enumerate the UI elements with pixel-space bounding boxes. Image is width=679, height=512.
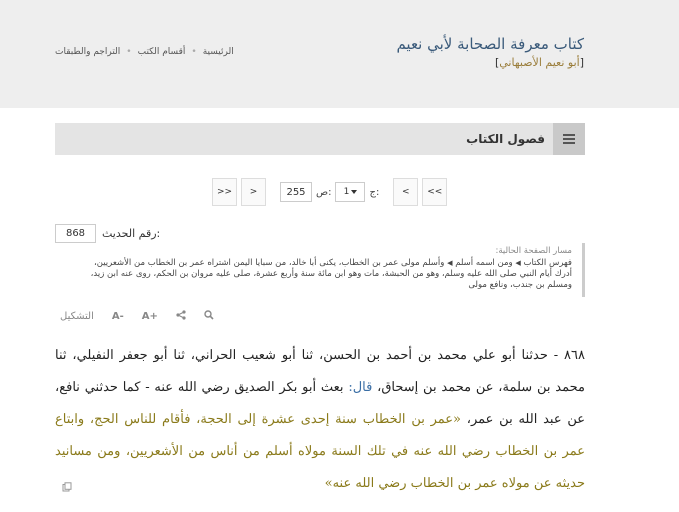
hadith-isnad: ٨٦٨ - حدثنا أبو علي محمد بن أحمد بن الحسن، ثنا أبو شعيب الحراني، ثنا أبو جعفر النفيلي، ثنا محمد بن سلمة، عن محمد بن إسحاق، xyxy=(55,348,585,395)
path-crumb-current[interactable]: وأسلم مولى عمر بن الخطاب، يكنى أبا خالد، من سبايا اليمن اشتراه عمر بن الخطاب من الأشعريين، أدرك أيام النبي صلى الله عليه وسلم، وهو من الحبشة، مات وهو ابن مائة سنة وأربع عشرة، صلى عليه مروان بن الحكم، روى عنه ابن زيد، ومسلم بن جندب، ونافع مولى xyxy=(90,258,572,290)
chapters-menu-button[interactable] xyxy=(553,123,585,155)
hamburger-icon xyxy=(563,134,575,144)
font-increase-button[interactable]: A+ xyxy=(141,311,158,322)
hadith-isnad-continued: بعث أبو بكر الصديق رضي الله عنه - كما حدثني نافع، عن عبد الله بن عمر، xyxy=(55,380,585,427)
current-path-title: مسار الصفحة الحالية: xyxy=(495,246,572,256)
share-icon[interactable] xyxy=(176,310,186,323)
last-page-button[interactable]: >> xyxy=(212,178,237,206)
chapters-label: فصول الكتاب xyxy=(466,132,545,146)
book-title[interactable]: كتاب معرفة الصحابة لأبي نعيم xyxy=(396,35,584,53)
page-number-input[interactable]: 255 xyxy=(280,182,312,202)
first-page-button[interactable]: << xyxy=(422,178,447,206)
current-path xyxy=(75,243,585,297)
hadith-text xyxy=(55,340,585,500)
hadith-number-group xyxy=(55,224,160,243)
page-header xyxy=(0,0,679,108)
copy-icon[interactable] xyxy=(62,477,72,487)
hadith-matn: «عمر بن الخطاب سنة إحدى عشرة إلى الحجة، فأقام للناس الحج، وابتاع عمر بن الخطاب رضي الله عنه في تلك السنة مولاه أسلم من أناس من الأشعريين، ومن مسانيد حديثه عن مولاه عمر بن الخطاب رضي الله عنه» xyxy=(55,412,585,491)
volume-label: ج: xyxy=(369,186,380,198)
breadcrumb-separator: • xyxy=(126,47,132,57)
current-path-text xyxy=(75,258,572,291)
breadcrumb-home[interactable]: الرئيسية xyxy=(202,47,234,57)
hadith-number-input[interactable]: 868 xyxy=(55,224,96,243)
chevron-left-icon: ◀ xyxy=(515,259,521,267)
path-crumb-aslam[interactable]: ومن اسمه أسلم xyxy=(455,258,513,268)
tashkeel-toggle[interactable]: التشكيل xyxy=(60,311,94,322)
path-crumb-index[interactable]: فهرس الكتاب xyxy=(523,258,572,268)
page-label: ص: xyxy=(316,186,332,198)
reading-toolbar xyxy=(60,310,214,323)
prev-page-button[interactable]: < xyxy=(393,178,418,206)
author-name[interactable]: أبو نعيم الأصبهاني xyxy=(499,56,580,69)
next-page-button[interactable]: > xyxy=(241,178,266,206)
book-author[interactable]: [أبو نعيم الأصبهاني] xyxy=(494,56,584,69)
volume-value: 1 xyxy=(343,187,350,197)
chevron-down-icon xyxy=(351,190,357,194)
chapters-bar[interactable] xyxy=(55,123,585,155)
search-icon[interactable] xyxy=(204,310,214,323)
volume-select[interactable] xyxy=(335,182,365,202)
hadith-number-label: رقم الحديث: xyxy=(102,227,161,240)
breadcrumb-separator: • xyxy=(191,47,197,57)
breadcrumb-sections[interactable]: أقسام الكتب xyxy=(137,47,186,57)
font-decrease-button[interactable]: A- xyxy=(111,311,124,322)
breadcrumb xyxy=(55,47,234,57)
pagination xyxy=(212,178,451,206)
hadith-qala: قال: xyxy=(348,380,373,395)
breadcrumb-category[interactable]: التراجم والطبقات xyxy=(55,47,121,57)
chevron-left-icon: ◀ xyxy=(447,259,453,267)
